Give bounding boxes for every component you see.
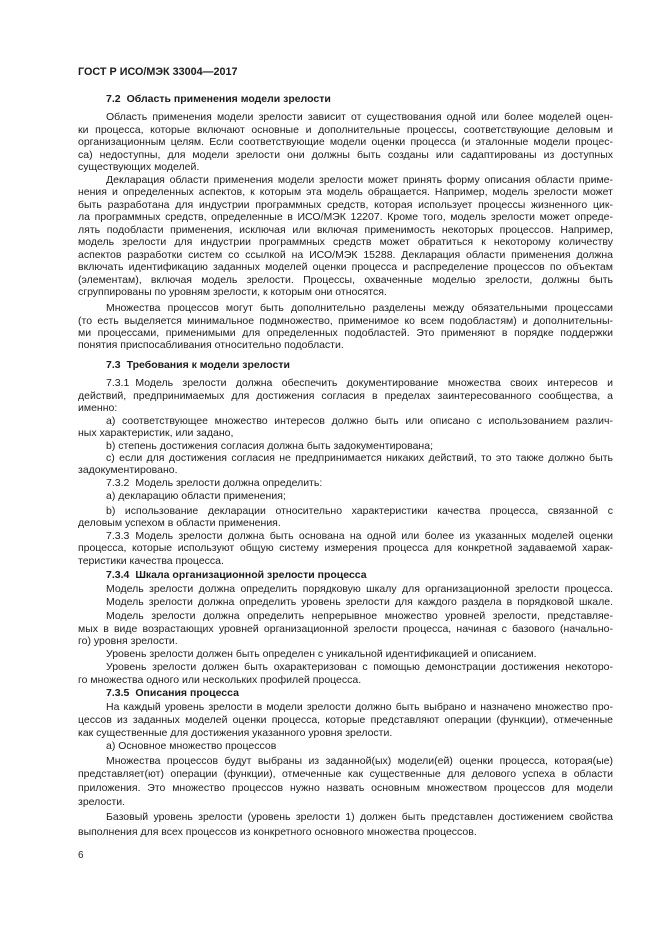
section-number: 7.2 xyxy=(106,93,121,105)
text-line: го множества одного или нескольких профилей процесса. xyxy=(78,674,362,686)
text-line: Модель зрелости должна определить непрерывное множество уровней зрелости, представляе- xyxy=(106,610,613,622)
text-line: модель зрелости для индустрии программных средств может обратиться к некоторому количеству xyxy=(78,236,613,248)
text-line: Множества процессов могут быть дополнительно разделены между обязательными процессами xyxy=(106,302,613,314)
text-line: Область применения модели зрелости зависит от существования одной или более моделей оцен- xyxy=(106,111,613,123)
text-line: цессов из заданных моделей оценки процесса, которые представляют операции (функции), отмеченные xyxy=(78,714,613,726)
section-title: Требования к модели зрелости xyxy=(126,359,290,371)
text-line: Модель зрелости должна определить порядковую шкалу для организационной зрелости процесса. xyxy=(106,583,613,595)
clause-number: 7.3.3 xyxy=(106,530,130,542)
text-line: c) если для достижения согласия не предпринимается никаких действий, то это также должно быть xyxy=(106,452,613,464)
text-line: деловым успехом в области применения. xyxy=(78,517,281,529)
clause-number: 7.3.5 xyxy=(106,687,130,699)
text-line: существующих моделей. xyxy=(78,161,200,173)
text-line: приложения. Это множество процессов нужно назвать основным множеством процессов для модели xyxy=(78,782,613,794)
text-line: Множества процессов будут выбраны из заданной(ых) модели(ей) оценки процесса, которая(ые) xyxy=(106,755,613,767)
text-line: Базовый уровень зрелости (уровень зрелости 1) должен быть представлен достижением свойства xyxy=(106,811,613,823)
text-line: Декларация области применения модели зрелости может принять форму описания области приме- xyxy=(106,174,613,186)
document-header: ГОСТ Р ИСО/МЭК 33004—2017 xyxy=(78,66,238,78)
text-line: сгруппированы по уровням зрелости, к которым они относятся. xyxy=(78,286,387,298)
text-line: действий, предпринимаемых для достижения согласия в пределах заинтересованного сообщества, а xyxy=(78,390,613,402)
clause-number: 7.3.2 xyxy=(106,477,130,489)
text-line: Модель зрелости должна обеспечить документирование множества своих интересов и xyxy=(135,377,613,389)
text-line: (то есть выделяется минимальное подмножество, применимое ко всем подобластям) и дополнительны- xyxy=(78,315,613,327)
text-line: лять подобласти применения, исключая или включая применимость некоторых процессов. Например, xyxy=(78,224,613,236)
text-line: именно: xyxy=(78,402,118,414)
text-line: b) использование декларации относительно характеристики качества процесса, связанной с xyxy=(106,505,613,517)
clause-heading xyxy=(106,568,613,582)
text-line: теристики качества процесса. xyxy=(78,555,224,567)
text-line: Модель зрелости должна определить уровень зрелости для каждого раздела в порядковой шкале. xyxy=(106,596,613,608)
text-line: организационным целям. Если соответствующие модели оценки процесса (и эталонные модели процес- xyxy=(78,136,613,148)
section-heading xyxy=(106,358,613,372)
text-line: Уровень зрелости должен быть определен с уникальной идентификацией и описанием. xyxy=(106,648,537,660)
page-number: 6 xyxy=(78,850,84,861)
text-line: ки процесса, которые включают основные и дополнительные процессы, соответствующие деловым и xyxy=(78,124,613,136)
text-line: процесса, которые используют общую систему измерения процесса для конкретной задаваемой харак- xyxy=(78,542,613,554)
text-line: ных характеристик, или задано, xyxy=(78,427,234,439)
section-title: Область применения модели зрелости xyxy=(126,93,331,105)
text-line: как существенные для достижения указанного уровня зрелости. xyxy=(78,727,393,739)
text-line: аспектов разработки систем со ссылкой на ИСО/МЭК 15288. Декларация области применения должна xyxy=(78,249,613,261)
text-line: ми процессами, применимыми для определенных подобластей. Это применяют в порядке поддержки xyxy=(78,327,613,339)
text-line: быть разработана для индустрии программных средств, которая использует процессы жизненного цик- xyxy=(78,199,613,211)
section-number: 7.3 xyxy=(106,359,121,371)
clause-number: 7.3.1 xyxy=(106,377,130,389)
text-line: го) уровня зрелости. xyxy=(78,635,178,647)
text-line: b) степень достижения согласия должна быть задокументирована; xyxy=(106,440,433,452)
text-line: Модель зрелости должна быть основана на одной или более из указанных моделей оценки xyxy=(135,530,613,542)
text-line: ла программных средств, определенные в ИСО/МЭК 12207. Кроме того, модель зрелости может опреде- xyxy=(78,211,613,223)
text-line: са) недоступны, для модели зрелости они должны быть созданы или садаптированы из доступных xyxy=(78,149,613,161)
clause-title: Описания процесса xyxy=(135,687,239,699)
text-line: мых в виде возрастающих уровней организационной зрелости процесса, начиная с базового (начально- xyxy=(78,623,613,635)
text-line: (элементам), включая модель зрелости. Процессы, охваченные моделью зрелости, должны быть xyxy=(78,274,613,286)
text-line: нения и определенных аспектов, к которым эта модель обращается. Например, модель зрелости может xyxy=(78,186,613,198)
clause-heading xyxy=(106,686,613,700)
text-line: a) соответствующее множество интересов должно быть или описано с использованием различ- xyxy=(106,415,613,427)
text-line: На каждый уровень зрелости в модели зрелости должно быть выбрано и назначено множество про- xyxy=(106,701,613,713)
clause-first-line xyxy=(106,376,613,390)
text-line: зрелости. xyxy=(78,796,126,808)
text-line: включать идентификацию заданных моделей оценки процесса и распределение процессов по объектам xyxy=(78,261,613,273)
section-heading xyxy=(106,92,613,106)
text-line: a) декларацию области применения; xyxy=(106,490,286,502)
text-line: выполнения для всех процессов из конкретного основного множества процессов. xyxy=(78,826,477,838)
text-line: Уровень зрелости должен быть охарактеризован с помощью демонстрации достижения некоторо- xyxy=(106,661,613,673)
text-line: задокументировано. xyxy=(78,464,178,476)
text-line: понятия приспосабливания относительно подобласти. xyxy=(78,339,344,351)
clause-number: 7.3.4 xyxy=(106,569,130,581)
text-line: Модель зрелости должна определить: xyxy=(135,477,323,489)
clause-first-line xyxy=(106,476,613,490)
text-line: представляет(ют) операции (функции), отмеченные как существенные для делового успеха в области xyxy=(78,768,613,780)
clause-title: Шкала организационной зрелости процесса xyxy=(135,569,367,581)
list-item: a) Основное множество процессов xyxy=(106,740,277,752)
